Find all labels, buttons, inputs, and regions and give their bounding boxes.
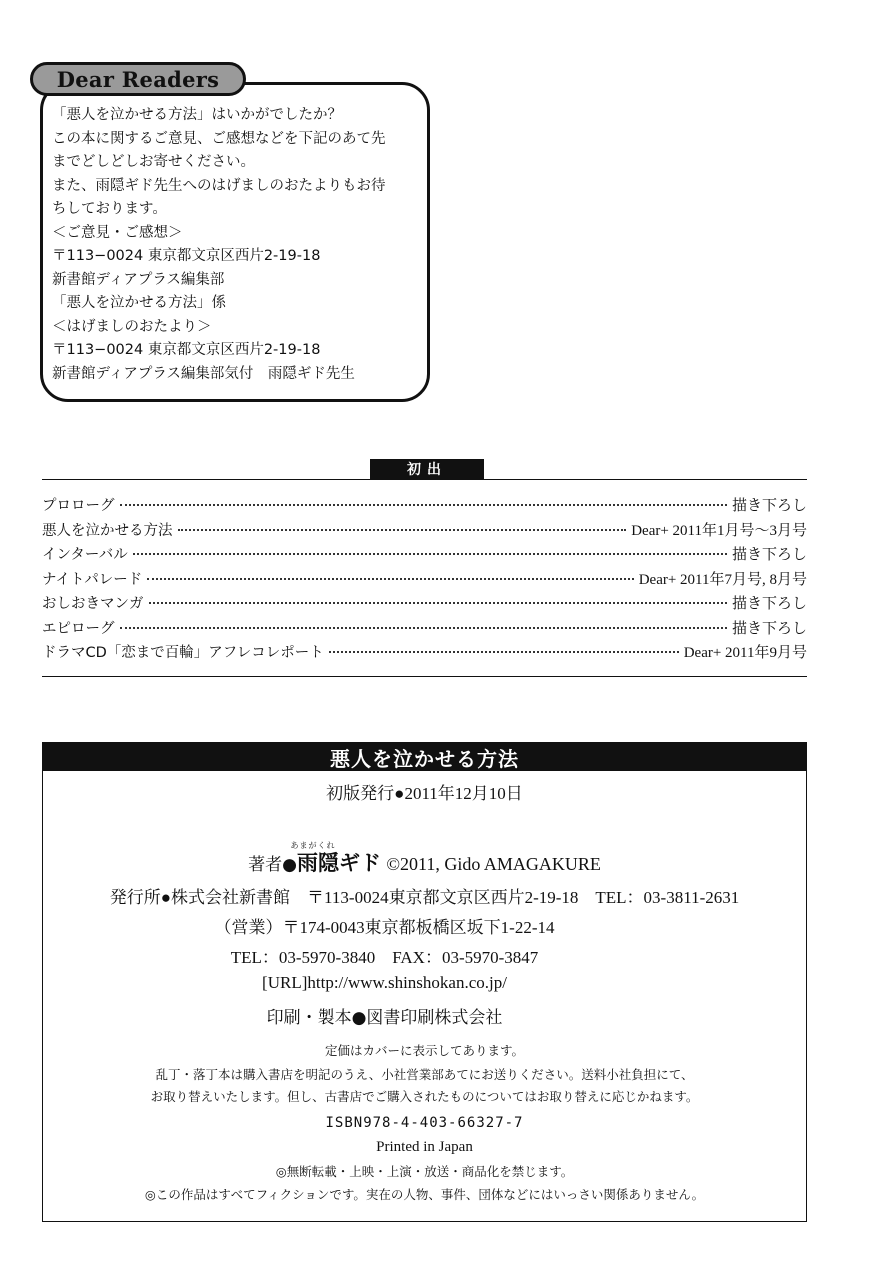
leader-dots bbox=[133, 553, 727, 555]
leader-dots bbox=[149, 602, 727, 604]
first-edition-date: 初版発行●2011年12月10日 bbox=[326, 784, 523, 803]
leader-dots bbox=[120, 504, 727, 506]
story-title: エピローグ bbox=[42, 620, 115, 637]
list-item bbox=[42, 641, 807, 666]
dear-readers-tab: Dear Readers bbox=[30, 62, 246, 96]
story-source: 描き下ろし bbox=[731, 596, 807, 612]
readers-line: 新書館ディアプラス編集部気付 雨隠ギド先生 bbox=[52, 365, 355, 382]
website-url: [URL]http://www.shinshokan.co.jp/ bbox=[262, 973, 507, 992]
author-name: 雨隠ギド bbox=[296, 851, 381, 875]
list-item bbox=[42, 568, 807, 593]
readers-line: ちしております。 bbox=[52, 201, 167, 217]
story-title: ドラマCD「恋まで百輪」アフレコレポート bbox=[42, 645, 324, 661]
readers-line: ＜ご意見・ご感想＞ bbox=[52, 224, 183, 241]
readers-line: ＜はげましのおたより＞ bbox=[52, 318, 212, 335]
author-ruby: あまがくれ bbox=[290, 841, 336, 850]
divider bbox=[42, 676, 807, 677]
story-source: 描き下ろし bbox=[731, 547, 807, 563]
price-note: 定価はカバーに表示してあります。 bbox=[324, 1043, 524, 1058]
readers-line: 「悪人を泣かせる方法」はいかがでしたか？ bbox=[52, 107, 342, 123]
readers-line: までどしどしお寄せください。 bbox=[52, 154, 255, 170]
printing-company: 印刷・製本●図書印刷株式会社 bbox=[266, 1008, 503, 1028]
story-source: Dear+ 2011年9月号 bbox=[683, 645, 807, 661]
readers-line: 〒113−0024 東京都文京区西片2-19-18 bbox=[52, 342, 321, 358]
story-source: 描き下ろし bbox=[731, 620, 807, 637]
readers-line: 「悪人を泣かせる方法」係 bbox=[52, 295, 226, 311]
list-item bbox=[42, 494, 807, 519]
story-title: プロローグ bbox=[42, 498, 115, 514]
sales-address: （営業）〒174-0043東京都板橋区坂下1-22-14 bbox=[214, 918, 555, 937]
readers-line: 新書館ディアプラス編集部 bbox=[52, 271, 225, 288]
publisher-line: 発行所●株式会社新書館 〒113-0024東京都文京区西片2-19-18 TEL：03-3811-2631 bbox=[109, 888, 740, 907]
story-title: ナイトパレード bbox=[42, 571, 143, 588]
list-item bbox=[42, 519, 807, 544]
colophon-box bbox=[42, 742, 807, 1222]
readers-line: また、雨隠ギド先生へのはげましのおたよりもお待 bbox=[52, 177, 386, 194]
defect-note: 乱丁・落丁本は購入書店を明記のうえ、小社営業部あてにお送りください。送料小社負担にて、 bbox=[155, 1067, 694, 1082]
readers-line: 〒113−0024 東京都文京区西片2-19-18 bbox=[52, 248, 321, 264]
list-item bbox=[42, 592, 807, 617]
story-source: Dear+ 2011年1月号〜3月号 bbox=[631, 522, 807, 539]
leader-dots bbox=[329, 651, 679, 653]
defect-note: お取り替えいたします。但し、古書店でご購入されたものについてはお取り替えに応じかねます。 bbox=[150, 1089, 699, 1104]
leader-dots bbox=[147, 578, 634, 580]
dear-readers-text bbox=[52, 104, 427, 386]
story-title: 悪人を泣かせる方法 bbox=[42, 522, 173, 539]
printed-in: Printed in Japan bbox=[376, 1139, 473, 1155]
tel-fax: TEL：03-5970-3840 FAX：03-5970-3847 bbox=[230, 948, 539, 967]
story-title: インターバル bbox=[42, 547, 128, 563]
leader-dots bbox=[178, 529, 627, 531]
first-appearance-label: 初出 bbox=[370, 459, 484, 479]
readers-line: この本に関するご意見、ご感想などを下記のあて先 bbox=[52, 130, 386, 147]
author-line bbox=[43, 847, 806, 877]
leader-dots bbox=[120, 627, 727, 629]
story-source: 描き下ろし bbox=[731, 498, 807, 514]
list-item bbox=[42, 543, 807, 568]
story-title: おしおきマンガ bbox=[42, 596, 144, 612]
list-item bbox=[42, 617, 807, 642]
fiction-note: ◎この作品はすべてフィクションです。実在の人物、事件、団体などにはいっさい関係ありません。 bbox=[144, 1187, 705, 1202]
isbn: ISBN978-4-403-66327-7 bbox=[325, 1115, 524, 1131]
first-appearance-list bbox=[42, 494, 807, 666]
divider bbox=[42, 479, 807, 480]
copyright: ©2011, Gido AMAGAKURE bbox=[386, 854, 601, 874]
author-label: 著者● bbox=[248, 855, 297, 875]
book-title: 悪人を泣かせる方法 bbox=[43, 743, 806, 771]
prohibition-note: ◎無断転載・上映・上演・放送・商品化を禁じます。 bbox=[275, 1164, 574, 1179]
story-source: Dear+ 2011年7月号, 8月号 bbox=[638, 571, 807, 588]
